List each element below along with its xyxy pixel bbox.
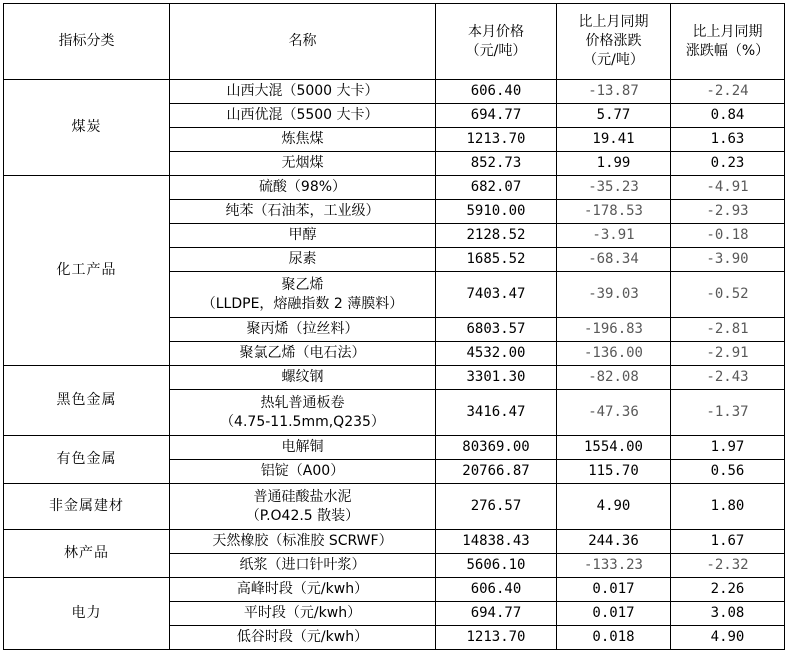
- pct-cell: -2.91: [671, 342, 785, 366]
- name-line: 聚氯乙烯（电石法）: [239, 345, 366, 361]
- change-cell: -35.23: [557, 176, 671, 200]
- table-row: [4, 176, 785, 200]
- name-cell: [170, 318, 436, 342]
- pct-cell: -4.91: [671, 176, 785, 200]
- pct-cell: 2.26: [671, 578, 785, 602]
- change-cell: 244.36: [557, 530, 671, 554]
- pct-cell: -0.18: [671, 224, 785, 248]
- pct-cell: 1.67: [671, 530, 785, 554]
- header-change: [557, 4, 671, 80]
- name-line: 普通硅酸盐水泥: [253, 488, 352, 505]
- change-cell: 4.90: [557, 484, 671, 530]
- pct-cell: 0.84: [671, 104, 785, 128]
- name-line: （P.O42.5 散装）: [245, 507, 360, 524]
- name-cell: [170, 626, 436, 650]
- category-cell: 林产品: [4, 530, 170, 578]
- price-cell: 694.77: [436, 602, 557, 626]
- name-cell: [170, 366, 436, 390]
- name-cell: [170, 342, 436, 366]
- name-line: 硫酸（98%）: [258, 179, 347, 195]
- header-price-line: 本月价格: [468, 23, 524, 40]
- name-cell: [170, 176, 436, 200]
- table-row: [4, 484, 785, 530]
- header-change-line: （元/吨）: [583, 52, 644, 68]
- header-pct-line: 涨跌幅（%）: [685, 42, 770, 59]
- name-cell: [170, 200, 436, 224]
- category-cell: 电力: [4, 578, 170, 650]
- change-cell: -196.83: [557, 318, 671, 342]
- change-cell: 115.70: [557, 460, 671, 484]
- name-line: 天然橡胶（标准胶 SCRWF）: [212, 533, 393, 549]
- pct-cell: -3.90: [671, 248, 785, 272]
- price-cell: 2128.52: [436, 224, 557, 248]
- name-cell: [170, 578, 436, 602]
- price-cell: 20766.87: [436, 460, 557, 484]
- header-price: [436, 4, 557, 80]
- price-cell: 276.57: [436, 484, 557, 530]
- pct-cell: -2.43: [671, 366, 785, 390]
- name-cell: [170, 484, 436, 530]
- name-line: 热轧普通板卷: [260, 394, 345, 411]
- table-row: [4, 578, 785, 602]
- name-line: 山西优混（5500 大卡）: [226, 107, 379, 123]
- price-cell: 682.07: [436, 176, 557, 200]
- category-cell: 化工产品: [4, 176, 170, 366]
- name-cell: [170, 104, 436, 128]
- table-row: [4, 80, 785, 104]
- pct-cell: -0.52: [671, 272, 785, 318]
- change-cell: -13.87: [557, 80, 671, 104]
- name-line: 无烟煤: [281, 155, 324, 171]
- name-cell: [170, 248, 436, 272]
- change-cell: -47.36: [557, 390, 671, 436]
- price-cell: 694.77: [436, 104, 557, 128]
- name-line: 聚乙烯: [281, 276, 324, 293]
- change-cell: -3.91: [557, 224, 671, 248]
- name-line: 电解铜: [281, 439, 324, 455]
- pct-cell: -2.81: [671, 318, 785, 342]
- category-cell: 黑色金属: [4, 366, 170, 436]
- change-cell: 0.018: [557, 626, 671, 650]
- name-cell: [170, 80, 436, 104]
- table-body: [4, 80, 785, 650]
- name-cell: [170, 272, 436, 318]
- name-line: 聚丙烯（拉丝料）: [246, 321, 359, 337]
- change-cell: 0.017: [557, 578, 671, 602]
- name-line: 低谷时段（元/kwh）: [236, 629, 369, 645]
- name-cell: [170, 602, 436, 626]
- name-line: 尿素: [288, 251, 317, 267]
- name-cell: [170, 436, 436, 460]
- change-cell: 19.41: [557, 128, 671, 152]
- name-line: 高峰时段（元/kwh）: [236, 581, 369, 597]
- name-cell: [170, 224, 436, 248]
- pct-cell: 1.97: [671, 436, 785, 460]
- header-category: 指标分类: [4, 4, 170, 80]
- pct-cell: 3.08: [671, 602, 785, 626]
- pct-cell: -2.93: [671, 200, 785, 224]
- category-cell: 煤炭: [4, 80, 170, 176]
- price-cell: 852.73: [436, 152, 557, 176]
- price-cell: 3416.47: [436, 390, 557, 436]
- price-cell: 5606.10: [436, 554, 557, 578]
- name-cell: [170, 530, 436, 554]
- price-cell: 7403.47: [436, 272, 557, 318]
- pct-cell: 1.63: [671, 128, 785, 152]
- price-table: [3, 3, 785, 650]
- change-cell: -39.03: [557, 272, 671, 318]
- name-cell: [170, 128, 436, 152]
- price-cell: 1213.70: [436, 626, 557, 650]
- change-cell: 0.017: [557, 602, 671, 626]
- header-row: [4, 4, 785, 80]
- pct-cell: 0.56: [671, 460, 785, 484]
- name-line: 山西大混（5000 大卡）: [226, 83, 379, 99]
- pct-cell: -1.37: [671, 390, 785, 436]
- name-cell: [170, 390, 436, 436]
- pct-cell: 1.80: [671, 484, 785, 530]
- name-line: 平时段（元/kwh）: [243, 605, 362, 621]
- name-line: 铝锭（A00）: [260, 463, 345, 479]
- name-line: 纸浆（进口针叶浆）: [239, 557, 366, 573]
- header-change-line: 比上月同期: [578, 14, 649, 30]
- price-cell: 14838.43: [436, 530, 557, 554]
- table-row: [4, 436, 785, 460]
- name-cell: [170, 460, 436, 484]
- price-cell: 1685.52: [436, 248, 557, 272]
- name-line: 炼焦煤: [281, 131, 324, 147]
- price-cell: 3301.30: [436, 366, 557, 390]
- pct-cell: -2.24: [671, 80, 785, 104]
- price-cell: 80369.00: [436, 436, 557, 460]
- price-cell: 606.40: [436, 80, 557, 104]
- pct-cell: 4.90: [671, 626, 785, 650]
- table-row: [4, 366, 785, 390]
- category-cell: 有色金属: [4, 436, 170, 484]
- name-line: 甲醇: [288, 227, 317, 243]
- price-cell: 4532.00: [436, 342, 557, 366]
- change-cell: -133.23: [557, 554, 671, 578]
- header-pct-line: 比上月同期: [692, 23, 763, 40]
- change-cell: -68.34: [557, 248, 671, 272]
- header-change-line: 价格涨跌: [585, 33, 642, 49]
- change-cell: -136.00: [557, 342, 671, 366]
- header-pct: [671, 4, 785, 80]
- pct-cell: 0.23: [671, 152, 785, 176]
- pct-cell: -2.32: [671, 554, 785, 578]
- name-line: 纯苯（石油苯，工业级）: [225, 203, 380, 219]
- change-cell: 1554.00: [557, 436, 671, 460]
- change-cell: -82.08: [557, 366, 671, 390]
- price-cell: 5910.00: [436, 200, 557, 224]
- header-price-line: （元/吨）: [465, 42, 527, 59]
- name-line: （4.75-11.5mm,Q235）: [220, 413, 385, 430]
- change-cell: -178.53: [557, 200, 671, 224]
- change-cell: 5.77: [557, 104, 671, 128]
- category-cell: 非金属建材: [4, 484, 170, 530]
- price-cell: 606.40: [436, 578, 557, 602]
- name-cell: [170, 152, 436, 176]
- price-cell: 6803.57: [436, 318, 557, 342]
- price-cell: 1213.70: [436, 128, 557, 152]
- name-line: 螺纹钢: [281, 369, 324, 385]
- name-cell: [170, 554, 436, 578]
- name-line: （LLDPE，熔融指数 2 薄膜料）: [201, 295, 404, 312]
- change-cell: 1.99: [557, 152, 671, 176]
- table-row: [4, 530, 785, 554]
- header-name: 名称: [170, 4, 436, 80]
